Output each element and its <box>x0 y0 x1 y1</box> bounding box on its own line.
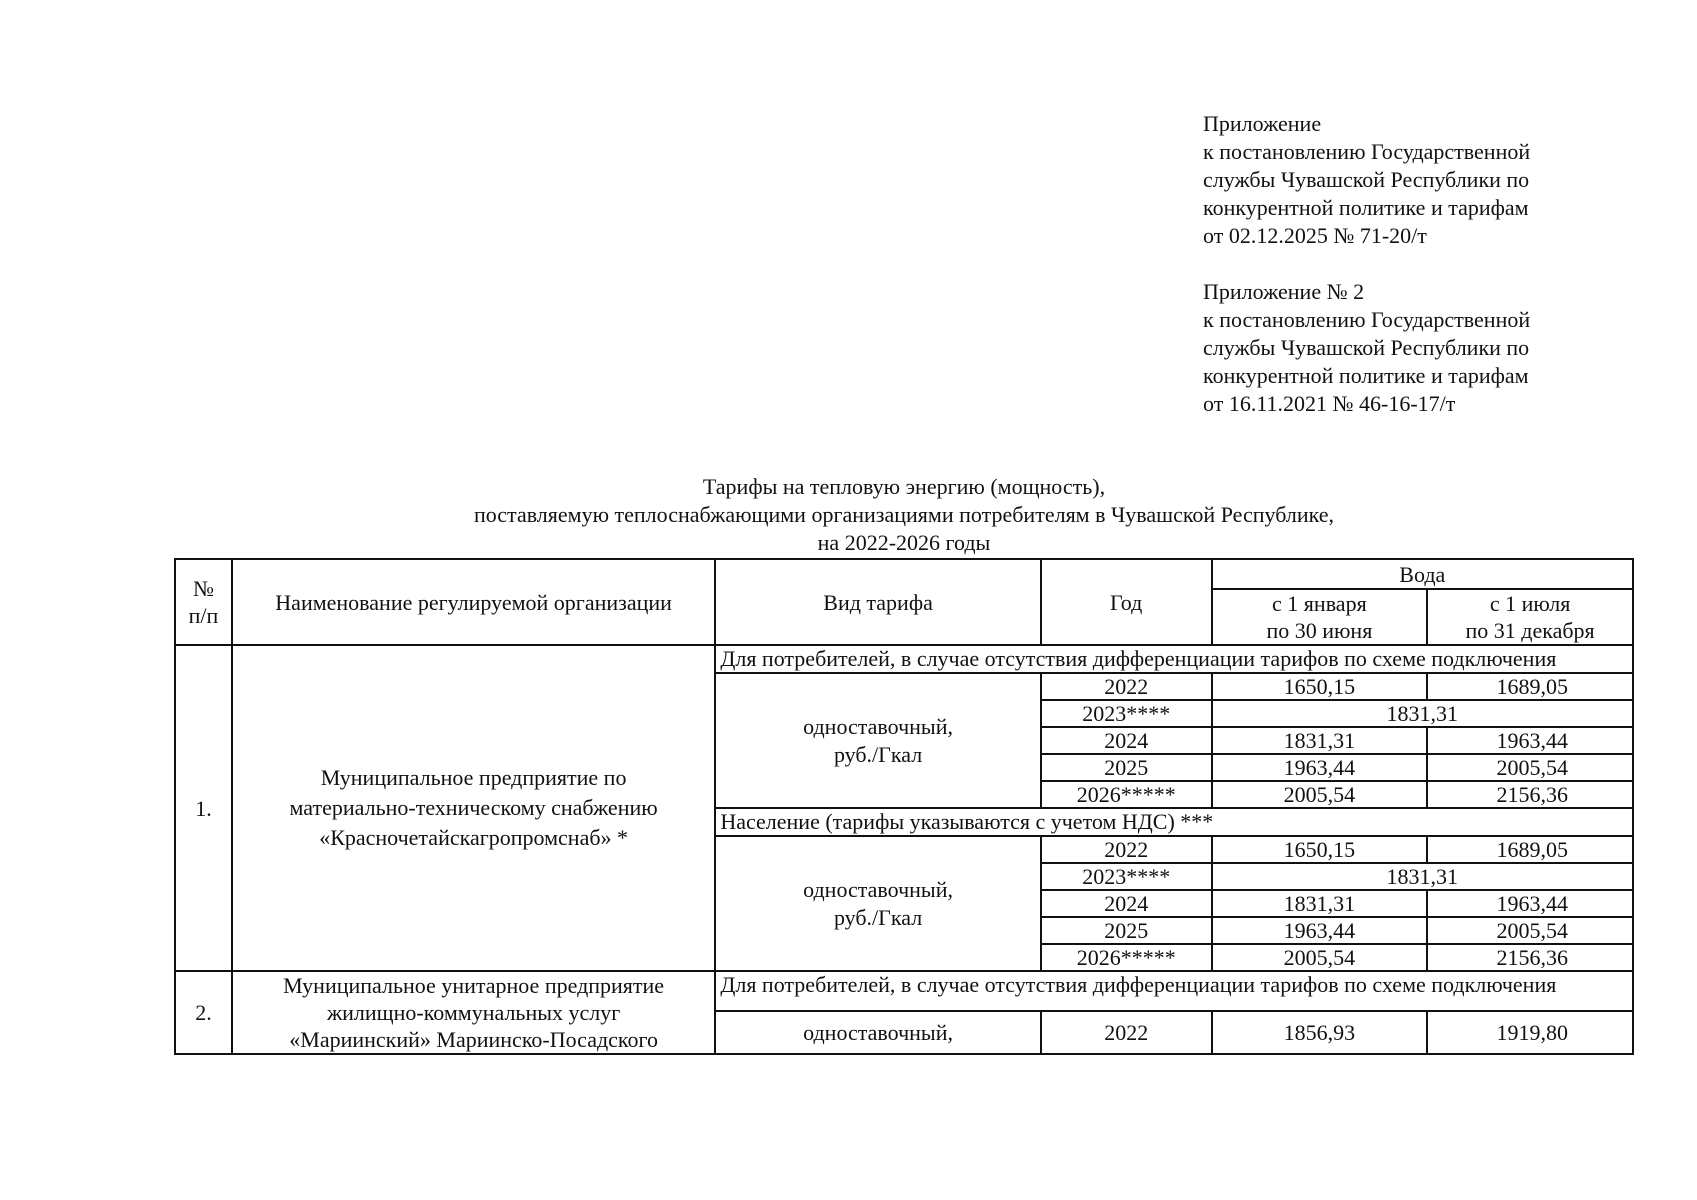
value-cell: 2005,54 <box>1212 781 1428 808</box>
appendix-current <box>1203 110 1530 250</box>
value-cell: 2156,36 <box>1427 781 1633 808</box>
year-cell: 2023**** <box>1041 863 1212 890</box>
tariff-kind: одноставочный, руб./Гкал <box>715 836 1040 971</box>
appendix-current-line: Приложение <box>1203 111 1322 136</box>
org-name: Муниципальное предприятие по материально-техническому снабжению «Красночетайскагропромснаб» * <box>232 645 715 971</box>
value-cell: 1856,93 <box>1212 1011 1428 1054</box>
tariff-kind: одноставочный, <box>715 1011 1040 1054</box>
year-cell: 2022 <box>1041 836 1212 863</box>
header-tariff-kind: Вид тарифа <box>715 559 1040 645</box>
header-year: Год <box>1041 559 1212 645</box>
appendix-original-line: от 16.11.2021 № 46-16-17/т <box>1203 391 1456 416</box>
header-period-1: с 1 января по 30 июня <box>1212 589 1428 645</box>
year-cell: 2024 <box>1041 727 1212 754</box>
year-cell: 2026***** <box>1041 944 1212 971</box>
value-cell: 1831,31 <box>1212 727 1428 754</box>
header-period-2: с 1 июля по 31 декабря <box>1427 589 1633 645</box>
title-line: на 2022-2026 годы <box>817 530 991 555</box>
org-name: Муниципальное унитарное предприятие жилищно-коммунальных услуг «Мариинский» Мариинско-Посадского <box>232 971 715 1054</box>
title-line: поставляемую теплоснабжающими организациями потребителям в Чувашской Республике, <box>473 502 1335 527</box>
value-cell: 1963,44 <box>1212 754 1428 781</box>
year-cell: 2026***** <box>1041 781 1212 808</box>
value-cell: 1689,05 <box>1427 836 1633 863</box>
row-num: 2. <box>175 971 232 1054</box>
value-cell: 2005,54 <box>1427 917 1633 944</box>
appendix-original-line: службы Чувашской Республики по <box>1203 335 1530 360</box>
table-row <box>175 971 1633 1011</box>
value-cell: 1963,44 <box>1427 727 1633 754</box>
year-cell: 2025 <box>1041 917 1212 944</box>
appendix-original-line: Приложение № 2 <box>1203 279 1365 304</box>
value-cell: 2005,54 <box>1212 944 1428 971</box>
year-cell: 2023**** <box>1041 700 1212 727</box>
header-num: № п/п <box>175 559 232 645</box>
year-cell: 2025 <box>1041 754 1212 781</box>
appendix-header <box>1203 110 1530 418</box>
value-cell: 1650,15 <box>1212 673 1428 700</box>
appendix-current-line: конкурентной политике и тарифам <box>1203 195 1529 220</box>
value-cell-merged: 1831,31 <box>1212 863 1633 890</box>
header-org: Наименование регулируемой организации <box>232 559 715 645</box>
value-cell: 1963,44 <box>1427 890 1633 917</box>
value-cell: 1963,44 <box>1212 917 1428 944</box>
appendix-original-line: конкурентной политике и тарифам <box>1203 363 1529 388</box>
table-header-row <box>175 559 1633 589</box>
appendix-original <box>1203 278 1530 418</box>
appendix-original-line: к постановлению Государственной <box>1203 307 1531 332</box>
value-cell-merged: 1831,31 <box>1212 700 1633 727</box>
value-cell: 2005,54 <box>1427 754 1633 781</box>
value-cell: 2156,36 <box>1427 944 1633 971</box>
appendix-current-line: службы Чувашской Республики по <box>1203 167 1530 192</box>
year-cell: 2022 <box>1041 673 1212 700</box>
appendix-current-line: к постановлению Государственной <box>1203 139 1531 164</box>
year-cell: 2022 <box>1041 1011 1212 1054</box>
document-title <box>174 473 1634 557</box>
title-line: Тарифы на тепловую энергию (мощность), <box>702 474 1106 499</box>
value-cell: 1689,05 <box>1427 673 1633 700</box>
value-cell: 1831,31 <box>1212 890 1428 917</box>
year-cell: 2024 <box>1041 890 1212 917</box>
value-cell: 1650,15 <box>1212 836 1428 863</box>
section-label: Для потребителей, в случае отсутствия дифференциации тарифов по схеме подключения <box>715 971 1633 1011</box>
table-row <box>175 645 1633 673</box>
appendix-current-line: от 02.12.2025 № 71-20/т <box>1203 223 1427 248</box>
tariff-kind: одноставочный, руб./Гкал <box>715 673 1040 808</box>
header-water: Вода <box>1212 559 1633 589</box>
row-num: 1. <box>175 645 232 971</box>
value-cell: 1919,80 <box>1427 1011 1633 1054</box>
section-label: Население (тарифы указываются с учетом НДС) *** <box>715 808 1633 836</box>
section-label: Для потребителей, в случае отсутствия дифференциации тарифов по схеме подключения <box>715 645 1633 673</box>
tariffs-table <box>174 558 1634 1055</box>
